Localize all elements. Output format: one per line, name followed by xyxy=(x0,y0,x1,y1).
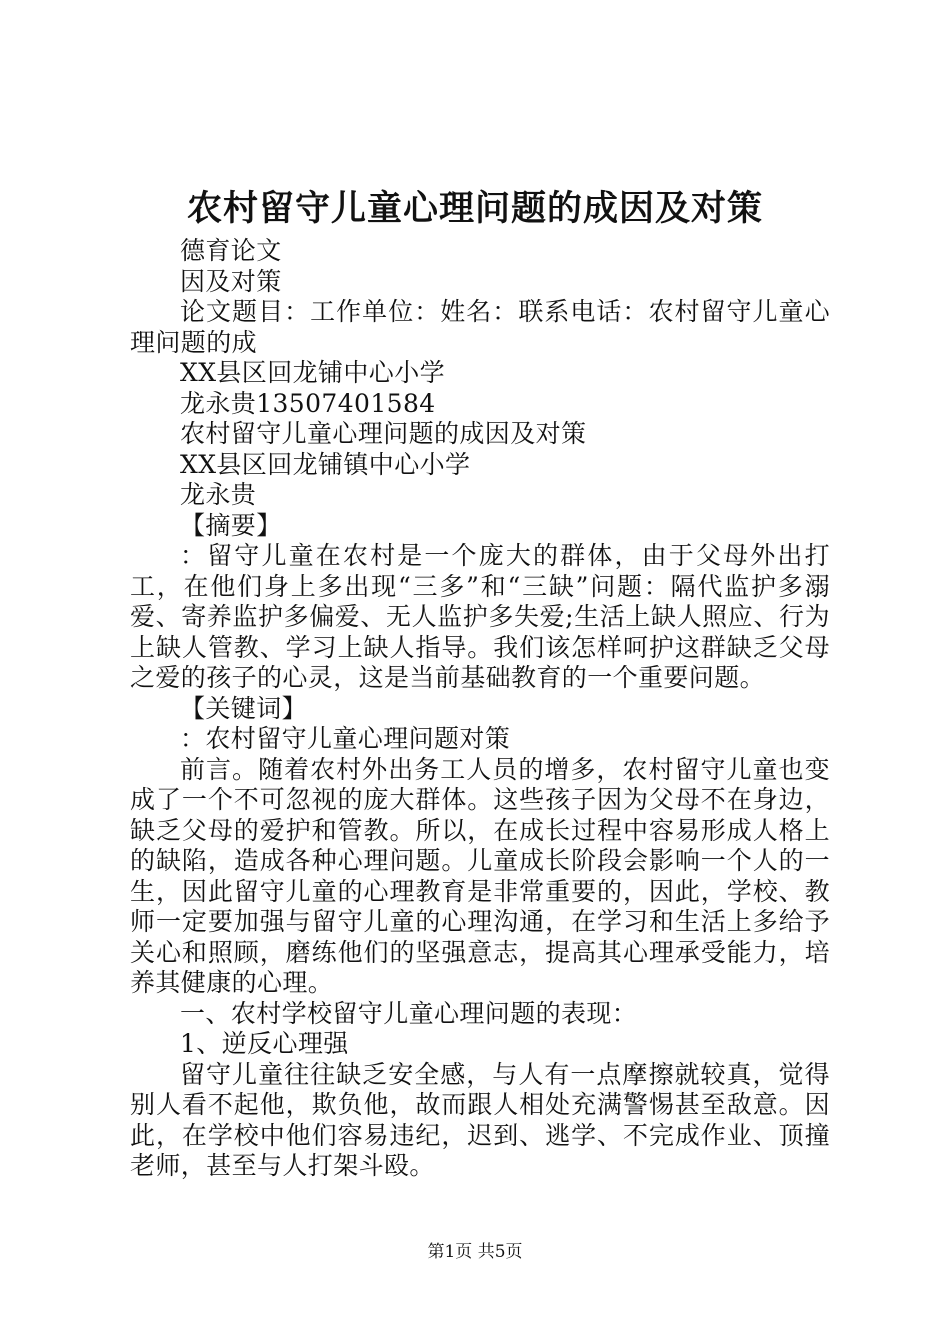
paragraph: XX县区回龙铺中心小学 xyxy=(180,358,445,387)
paragraph: 德育论文 xyxy=(180,236,282,265)
paragraph: 农村留守儿童心理问题的成因及对策 xyxy=(180,419,587,448)
paragraph: XX县区回龙铺镇中心小学 xyxy=(180,449,471,479)
paragraph: 留守儿童往往缺乏安全感，与人有一点摩擦就较真，觉得别人看不起他，欺负他，故而跟人相处充满警惕甚至敌意。因此，在学校中他们容易违纪，迟到、逃学、不完成作业、顶撞老师，甚至与人打架斗殴。 xyxy=(130,1059,830,1180)
paragraph: 前言。随着农村外出务工人员的增多，农村留守儿童也变成了一个不可忽视的庞大群体。这些孩子因为父母不在身边，缺乏父母的爱护和管教。所以，在成长过程中容易形成人格上的缺陷，造成各种心理问题。儿童成长阶段会影响一个人的一生，因此留守儿童的心理教育是非常重要的，因此，学校、教师一定要加强与留守儿童的心理沟通，在学习和生活上多给予关心和照顾，磨练他们的坚强意志，提高其心理承受能力，培养其健康的心理。 xyxy=(130,754,830,997)
paragraph: ：农村留守儿童心理问题对策 xyxy=(180,724,511,753)
paragraph: ：留守儿童在农村是一个庞大的群体，由于父母外出打工，在他们身上多出现“三多”和“三缺”问题：隔代监护多溺爱、寄养监护多偏爱、无人监护多失爱;生活上缺人照应、行为上缺人管教、学习上缺人指导。我们该怎样呵护这群缺乏父母之爱的孩子的心灵，这是当前基础教育的一个重要问题。 xyxy=(130,541,830,692)
page-footer: 第1页 共5页 xyxy=(427,1242,523,1262)
document-body xyxy=(130,236,830,1182)
section-label-abstract: 【摘要】 xyxy=(180,510,282,540)
document-title: 农村留守儿童心理问题的成因及对策 xyxy=(186,188,763,229)
paragraph: 龙永贵13507401584 xyxy=(180,388,436,418)
paragraph: 龙永贵 xyxy=(180,480,257,509)
paragraph: 因及对策 xyxy=(180,266,282,296)
subsection-heading: 1、逆反心理强 xyxy=(180,1029,349,1058)
section-heading: 一、农村学校留守儿童心理问题的表现： xyxy=(180,998,638,1028)
section-label-keywords: 【关键词】 xyxy=(180,693,308,723)
paragraph: 论文题目：工作单位：姓名：联系电话：农村留守儿童心理问题的成 xyxy=(130,297,830,357)
